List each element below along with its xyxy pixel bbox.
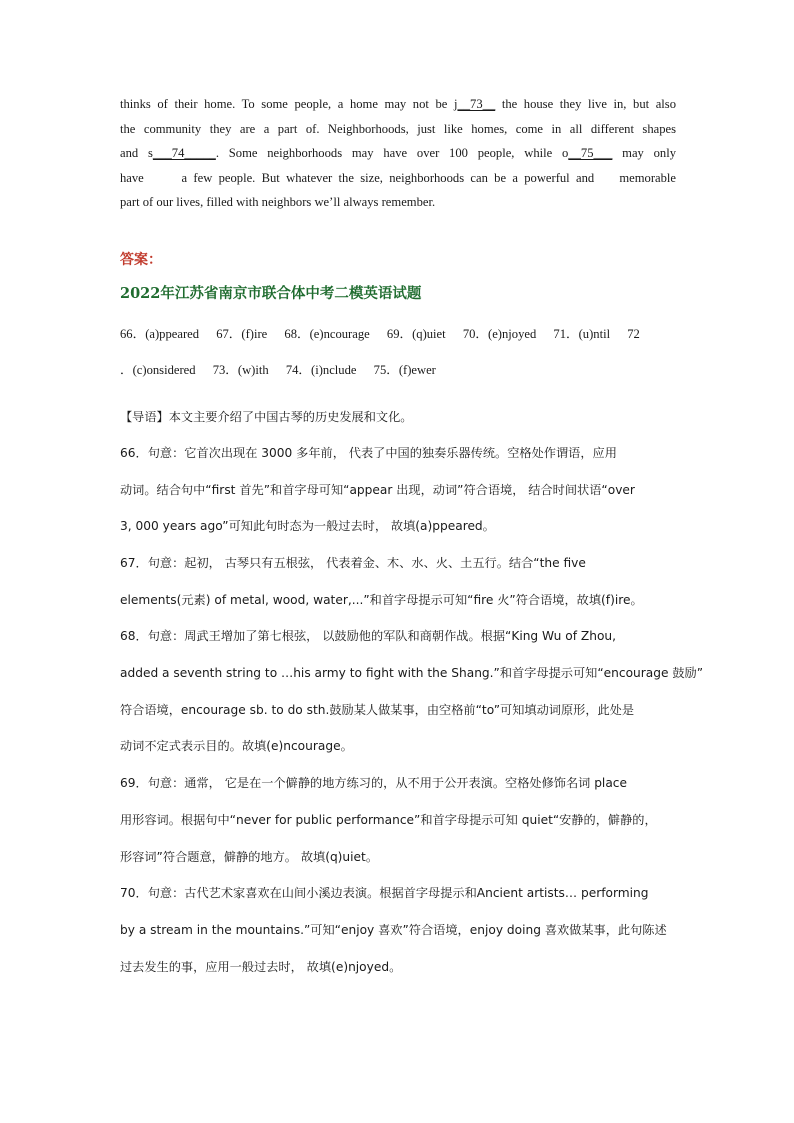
document-page xyxy=(120,92,704,985)
passage-text: the house they live in, but also xyxy=(495,97,676,111)
passage-text: and s xyxy=(120,146,153,161)
explanation-line: 66．句意：它首次出现在 3000 多年前， 代表了中国的独奏乐器传统。空格处作谓语，应用 xyxy=(120,445,617,460)
answer-key: 66．(a)ppeared xyxy=(120,326,200,341)
exam-title: 2022年江苏省南京市联合体中考二模英语试题 xyxy=(120,284,422,302)
explanation-line: 67．句意：起初， 古琴只有五根弦， 代表着金、木、水、火、土五行。结合“the five xyxy=(120,556,586,571)
answer-key: 72 xyxy=(627,326,640,341)
explanation-line: 动词。结合句中“first 首先”和首字母可知“appear 出现，动词”符合语境， 结合时间状语“over xyxy=(120,482,635,497)
answer-key: 67．(f)ire xyxy=(216,326,268,341)
explanation-line: 动词不定式表示目的。故填(e)ncourage。 xyxy=(120,739,353,754)
explanation-line: by a stream in the mountains.”可知“enjoy 喜欢”符合语境，enjoy doing 喜欢做某事，此句陈述 xyxy=(120,922,667,937)
answer-label: 答案： xyxy=(120,251,162,268)
explanation-line: 用形容词。根据句中“never for public performance”和首字母提示可知 quiet“安静的，僻静的， xyxy=(120,812,657,827)
answer-keys-line-2 xyxy=(120,352,676,388)
passage-text: thinks of their home. To some people, a home may not be j xyxy=(120,97,458,111)
explanation-line: 符合语境，encourage sb. to do sth.鼓励某人做某事，由空格前“to”可知填动词原形，此处是 xyxy=(120,702,635,717)
passage-text: . Some neighborhoods may have over 100 people, while o xyxy=(215,146,569,161)
explanation-line: added a seventh string to …his army to fight with the Shang.”和首字母提示可知“encourage 鼓励” xyxy=(120,666,704,681)
passage-text: may only xyxy=(612,146,677,161)
explanation-line: 68．句意：周武王增加了第七根弦， 以鼓励他的军队和商朝作战。根据“King Wu of Zhou, xyxy=(120,629,616,644)
answer-key: ．(c)onsidered xyxy=(120,362,196,377)
answer-key: 74．(i)nclude xyxy=(285,362,357,377)
explanation-line: 69．句意：通常， 它是在一个僻静的地方练习的，从不用于公开表演。空格处修饰名词 place xyxy=(120,776,627,791)
answer-keys-line-1 xyxy=(120,316,676,352)
passage-line: have a few people. But whatever the size, neighborhoods can be a powerful and memorable xyxy=(120,170,676,185)
cloze-passage xyxy=(120,92,676,215)
passage-line: the community they are a part of. Neighborhoods, just like homes, come in all different shapes xyxy=(120,121,676,136)
answer-key: 73．(w)ith xyxy=(212,362,269,377)
answer-key: 68．(e)ncourage xyxy=(284,326,370,341)
explanation-line: elements(元素) of metal, wood, water,...”和首字母提示可知“fire 火”符合语境，故填(f)ire。 xyxy=(120,592,643,607)
explanations xyxy=(120,435,704,985)
explanation-line: 3, 000 years ago”可知此句时态为一般过去时， 故填(a)ppeared。 xyxy=(120,519,495,534)
explanation-line: 70．句意：古代艺术家喜欢在山间小溪边表演。根据首字母提示和Ancient artists… performing xyxy=(120,886,649,901)
passage-line xyxy=(120,92,676,117)
passage-line: part of our lives, filled with neighbors we’ll always remember. xyxy=(120,195,436,210)
explanation-line: 过去发生的事，应用一般过去时， 故填(e)njoyed。 xyxy=(120,959,402,974)
answer-key: 71．(u)ntil xyxy=(553,326,611,341)
blank-74: ___74_____ xyxy=(152,146,216,161)
answer-key: 70．(e)njoyed xyxy=(462,326,537,341)
answer-keys xyxy=(120,316,676,388)
passage-intro: 【导语】本文主要介绍了中国古琴的历史发展和文化。 xyxy=(120,409,413,424)
passage-line xyxy=(120,141,676,166)
blank-73: __73__ xyxy=(457,97,496,111)
explanation-line: 形容词”符合题意，僻静的地方。 故填(q)uiet。 xyxy=(120,849,379,864)
answer-key: 69．(q)uiet xyxy=(386,326,446,341)
answer-key: 75．(f)ewer xyxy=(373,362,436,377)
blank-75: __75___ xyxy=(568,146,613,161)
